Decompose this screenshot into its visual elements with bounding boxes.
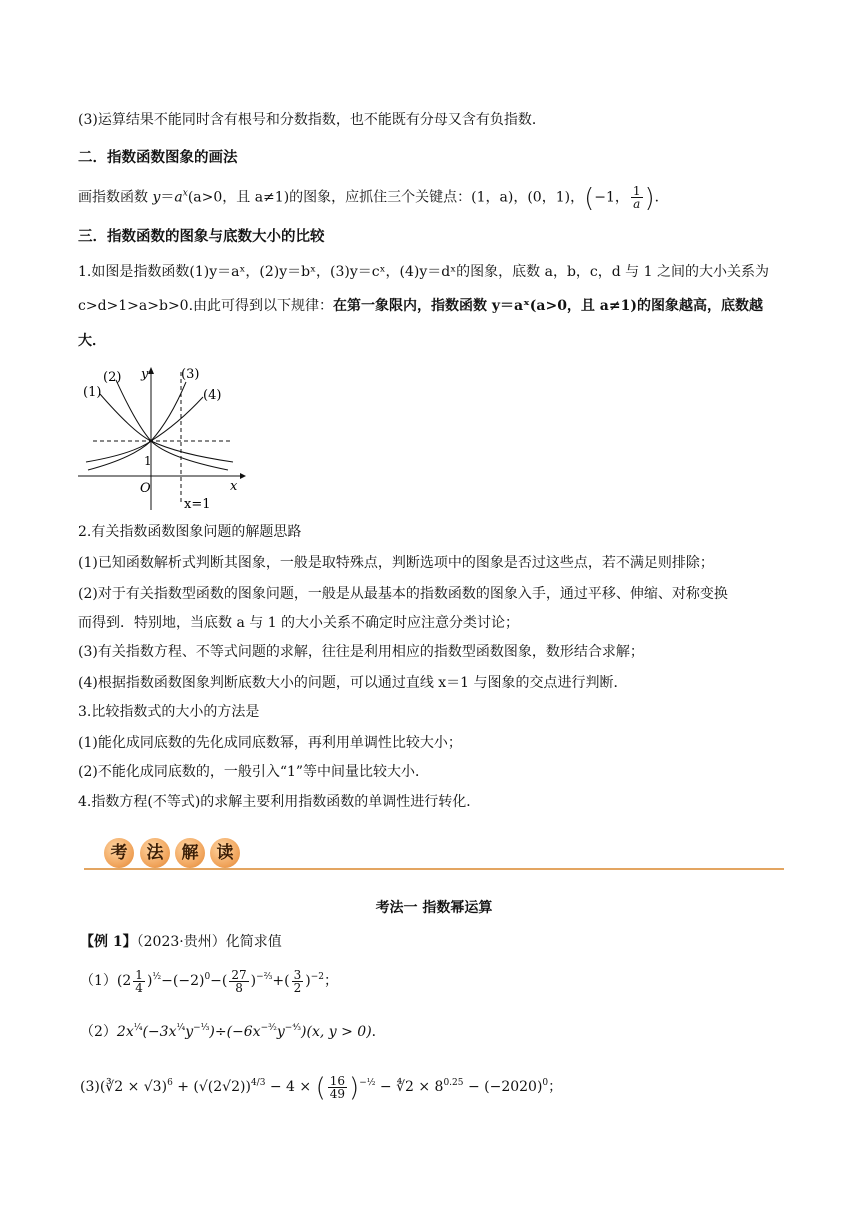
math-term: )	[250, 973, 257, 989]
math-term: y	[185, 1024, 194, 1040]
example-source: （2023·贵州）化简求值	[136, 934, 282, 950]
question-number: （2）	[80, 1024, 117, 1040]
x-axis-arrow	[240, 473, 246, 479]
frac-den: a	[633, 197, 641, 211]
exponent: 4/3	[250, 1078, 266, 1088]
text-segment: (a>0，且 a≠1)的图象，应抓住三个关键点：(1，a)，(0，1)，	[187, 189, 585, 206]
fraction	[229, 969, 248, 994]
label-x-equals-1: x=1	[184, 497, 211, 512]
math-term: )	[305, 973, 311, 989]
example-label: 【例 1】	[80, 934, 137, 950]
math-term: −(	[210, 973, 228, 989]
fraction	[133, 969, 145, 994]
exponent: −³⁄₂	[260, 1023, 277, 1033]
var-a: a	[174, 189, 183, 206]
question-number: （1）	[80, 973, 117, 989]
text-segment: ＝	[160, 189, 175, 206]
y-axis-arrow	[148, 367, 154, 374]
comparison-text-line-3: 大．	[78, 333, 106, 349]
frac-den: 4	[135, 980, 143, 995]
question-2	[80, 1020, 386, 1044]
exponent-x: x	[182, 188, 188, 199]
list-item: (2)对于有关指数型函数的图象问题，一般是从最基本的指数函数的图象入手，通过平移、伸缩、对称变换	[78, 586, 728, 602]
graph-drawing-text	[78, 183, 669, 214]
question-number: (3)	[80, 1079, 100, 1095]
math-term: − (−2020)	[463, 1079, 543, 1095]
list-item: (3)有关指数方程、不等式问题的求解，往往是利用相应的指数型函数图象，数形结合求解；	[78, 644, 644, 660]
exponent: −⁴⁄₃	[284, 1023, 302, 1033]
exponent: 0	[204, 972, 211, 982]
exponent: −⅓	[193, 1023, 210, 1033]
frac-num: 1	[135, 967, 143, 982]
math-term: − 4 ×	[265, 1079, 316, 1095]
fraction	[328, 1075, 347, 1100]
label-curve-4: (4)	[203, 388, 222, 403]
frac-num: 27	[231, 967, 247, 982]
math-term: y	[276, 1024, 285, 1040]
list-item: 3.比较指数式的大小的方法是	[78, 704, 260, 720]
math-term: 2x	[116, 1024, 134, 1040]
math-term: (−3x	[142, 1024, 177, 1040]
math-term: ；	[548, 1079, 563, 1095]
rule-3-text: (3)运算结果不能同时含有根号和分数指数，也不能既有分母又含有负指数．	[78, 112, 546, 128]
paren-left: (	[584, 183, 595, 214]
banner-char: 法	[140, 838, 170, 868]
fraction	[292, 969, 304, 994]
list-item: (4)根据指数函数图象判断底数大小的问题，可以通过直线 x＝1 与图象的交点进行判断．	[78, 675, 628, 691]
exponent: 6	[167, 1078, 173, 1088]
section-title: 考法一 指数幂运算	[375, 900, 493, 916]
math-term: )(x, y > 0)	[301, 1024, 372, 1040]
exponential-graph	[78, 362, 253, 512]
math-term: − ∜2 × 8	[375, 1079, 444, 1095]
fraction-1-over-a	[631, 185, 643, 210]
text-segment: c>d>1>a>b>0.由此可得到以下规律：	[78, 298, 334, 314]
paren-left: (	[315, 1073, 326, 1103]
heading-base-comparison: 三．指数函数的图象与底数大小的比较	[78, 229, 325, 245]
list-item: 而得到．特别地，当底数 a 与 1 的大小关系不确定时应注意分类讨论；	[78, 615, 520, 631]
var-y: y	[152, 189, 161, 206]
list-item: (2)不能化成同底数的，一般引入“1”等中间量比较大小．	[78, 764, 430, 780]
math-term: (2	[116, 973, 132, 989]
frac-den: 2	[293, 980, 302, 995]
label-y-axis: y	[141, 367, 149, 382]
list-item: 2.有关指数函数图象问题的解题思路	[78, 524, 302, 540]
frac-den: 8	[235, 980, 243, 995]
exponent: −½	[359, 1078, 376, 1088]
math-term: ．	[371, 1024, 386, 1040]
exponent: ½	[152, 972, 162, 982]
list-item: (1)能化成同底数的先化成同底数幂，再利用单调性比较大小；	[78, 735, 462, 751]
math-term: + (√(2√2))	[172, 1079, 251, 1095]
frac-den: 49	[329, 1086, 346, 1101]
point-coord: −1，	[594, 189, 629, 206]
curve-4	[86, 397, 203, 462]
exponent: 0.25	[443, 1078, 464, 1088]
label-curve-3: (3)	[181, 367, 200, 382]
banner-rule	[84, 868, 784, 870]
list-item: (1)已知函数解析式判断其图象，一般是取特殊点，判断选项中的图象是否过这些点，若不满足则排除；	[78, 555, 714, 571]
label-curve-1: (1)	[83, 385, 102, 400]
heading-graph-drawing: 二．指数函数图象的画法	[78, 150, 238, 166]
label-curve-2: (2)	[103, 370, 122, 385]
exponent: −2	[310, 972, 324, 982]
frac-num: 3	[293, 967, 302, 982]
label-one: 1	[144, 454, 152, 468]
question-1	[80, 968, 338, 994]
math-term: −(−2)	[161, 973, 205, 989]
list-item: 4.指数方程(不等式)的求解主要利用指数函数的单调性进行转化．	[78, 794, 481, 810]
exponent: 0	[542, 1078, 549, 1088]
frac-num: 16	[329, 1073, 346, 1088]
math-term: )	[146, 973, 153, 989]
exponent: ¼	[133, 1023, 143, 1033]
banner-char: 读	[210, 838, 240, 868]
comparison-text-line-1: 1.如图是指数函数(1)y＝aˣ，(2)y＝bˣ，(3)y＝cˣ，(4)y＝dˣ的图象，底数 a，b，c，d 与 1 之间的大小关系为	[78, 264, 769, 280]
math-term: )÷(−6x	[209, 1024, 261, 1040]
question-3	[80, 1072, 562, 1103]
text-segment: ．	[654, 189, 669, 206]
banner-char: 解	[175, 838, 205, 868]
comparison-text-line-2	[78, 296, 763, 316]
example-heading	[80, 932, 282, 952]
math-term: ；	[323, 973, 338, 989]
frac-num: 1	[632, 184, 641, 198]
paren-right: )	[349, 1073, 360, 1103]
label-origin: O	[140, 481, 151, 496]
text-segment: 画指数函数	[78, 189, 153, 206]
math-term: +(	[272, 973, 290, 989]
exponent: −⅔	[256, 972, 273, 982]
rule-bold: 在第一象限内，指数函数 y＝aˣ(a>0，且 a≠1)的图象越高，底数越	[333, 298, 763, 314]
exponent: ¼	[176, 1023, 186, 1033]
label-x-axis: x	[230, 479, 238, 494]
paren-right: )	[644, 183, 655, 214]
math-term: (∛2 × √3)	[99, 1079, 168, 1095]
banner-char: 考	[104, 838, 134, 868]
